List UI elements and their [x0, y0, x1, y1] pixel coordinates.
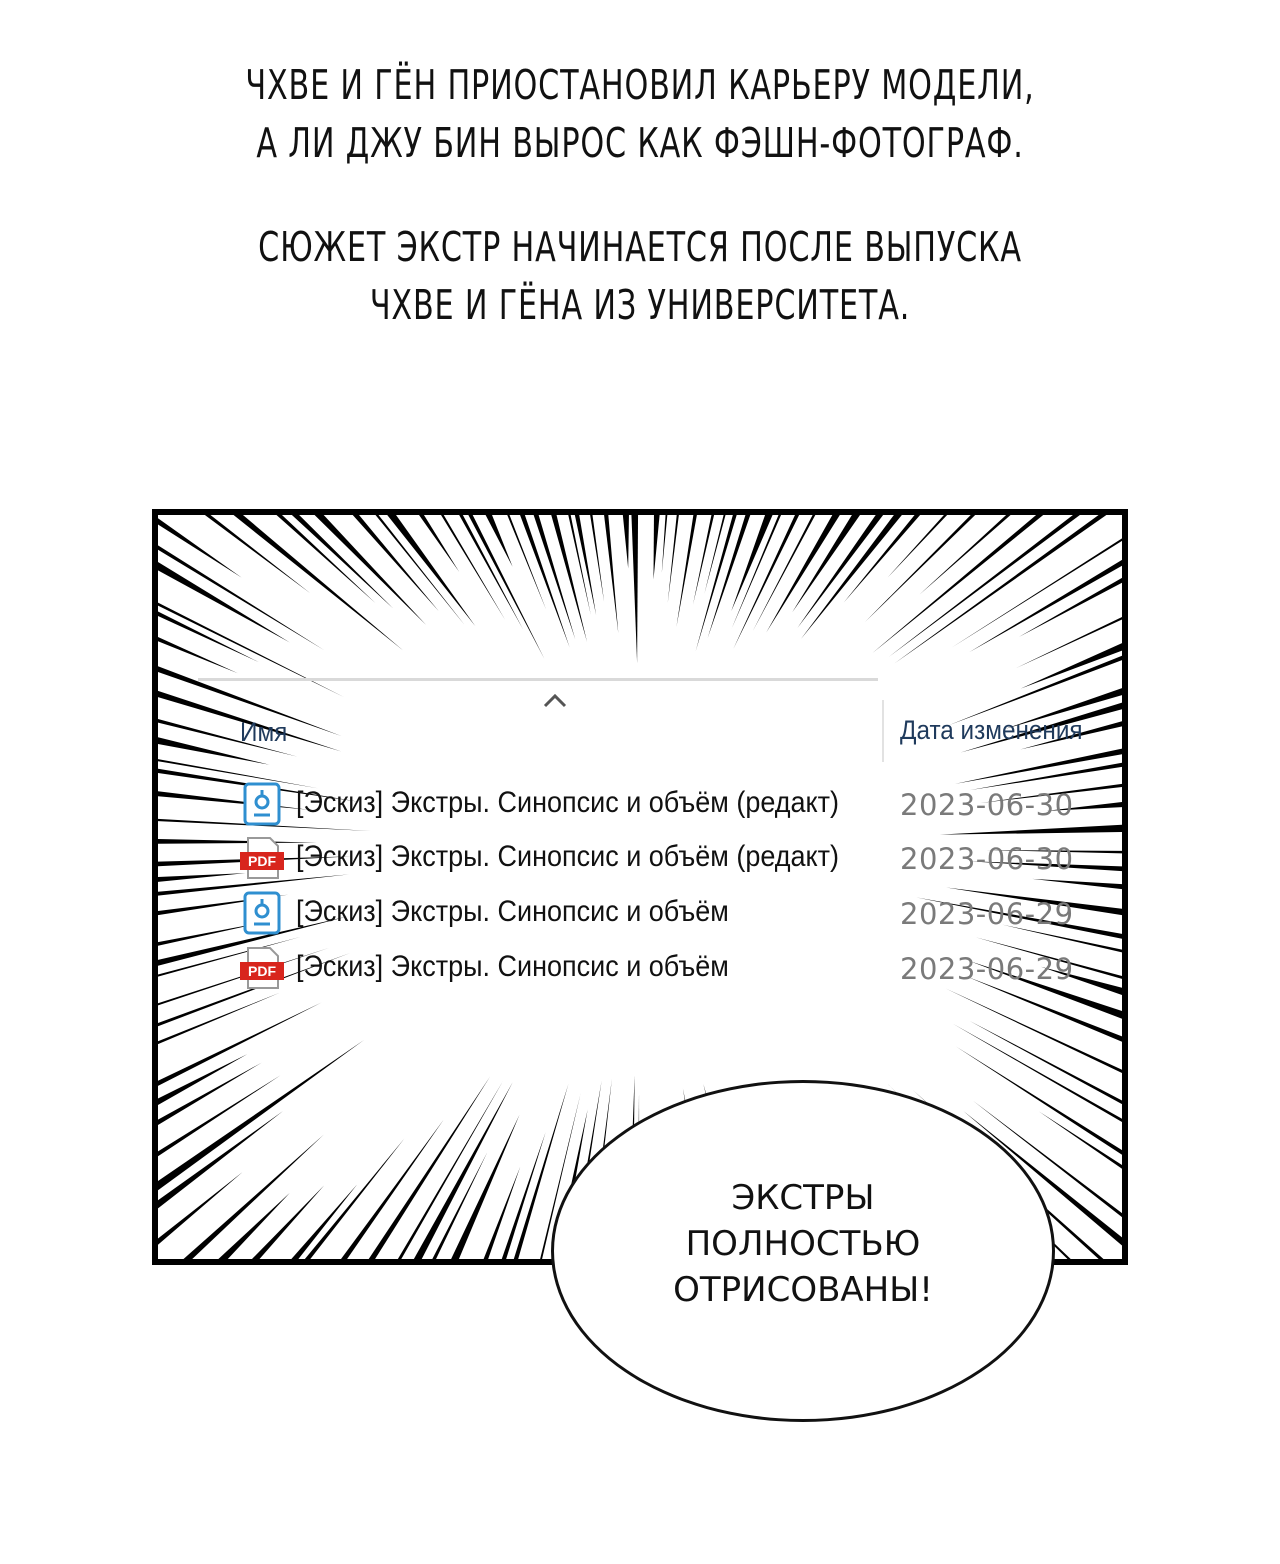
speed-line [158, 558, 290, 643]
narration-line: СЮЖЕТ ЭКСТР НАЧИНАЕТСЯ ПОСЛЕ ВЫПУСКА [258, 223, 1022, 271]
file-date: 2023-06-30 [900, 788, 1074, 822]
speed-line [158, 633, 238, 673]
speed-line [370, 515, 465, 625]
speech-line: ОТРИСОВАНЫ! [673, 1270, 933, 1310]
file-row[interactable] [240, 782, 1120, 832]
speed-line [364, 1076, 490, 1259]
speech-line: ЭКСТРЫ [731, 1178, 875, 1218]
column-separator[interactable] [882, 700, 884, 762]
speed-line [480, 1167, 520, 1259]
speed-line [158, 1075, 281, 1161]
speed-line [158, 1040, 364, 1195]
narration-line: ЧХВЕ И ГЁНА ИЗ УНИВЕРСИТЕТА. [369, 281, 911, 329]
speed-line [482, 515, 513, 567]
column-header-date-modified[interactable]: Дата изменения [900, 715, 1083, 745]
speed-line [622, 515, 629, 568]
speed-line [383, 515, 476, 626]
pdf-file-icon [240, 836, 284, 880]
file-date: 2023-06-29 [900, 897, 1074, 931]
narration-caption-1 [115, 56, 1165, 172]
chevron-up-icon[interactable] [542, 691, 568, 711]
file-date: 2023-06-30 [900, 842, 1074, 876]
speed-line [158, 598, 344, 697]
speed-line [531, 515, 576, 639]
speed-line [953, 1024, 1122, 1127]
pdf-badge-label: PDF [248, 853, 276, 869]
explorer-toolbar-divider [198, 678, 878, 681]
speed-line [732, 515, 785, 629]
narration-caption-2 [115, 218, 1165, 334]
file-row[interactable] [240, 946, 1120, 996]
speed-line [662, 515, 669, 573]
narration-line: А ЛИ ДЖУ БИН ВЫРОС КАК ФЭШН-ФОТОГРАФ. [256, 119, 1024, 167]
speed-line [696, 515, 740, 651]
speed-line [731, 515, 776, 611]
speed-line [158, 541, 324, 650]
speech-bubble-text [673, 1175, 933, 1313]
speed-line [676, 515, 698, 627]
file-name: [Эскиз] Экстры. Синопсис и объём [296, 950, 729, 983]
speed-line [668, 515, 680, 603]
speed-line [158, 515, 242, 578]
column-header-name[interactable]: Имя [240, 717, 288, 747]
speed-line [946, 989, 1122, 1077]
speed-line [286, 1184, 357, 1259]
speed-line [970, 1021, 1122, 1109]
file-row[interactable] [240, 891, 1120, 941]
speed-line [347, 515, 438, 611]
speed-line [653, 515, 660, 580]
pdf-file-icon [240, 946, 284, 990]
file-row[interactable] [240, 836, 1120, 886]
speed-line [158, 873, 246, 883]
speed-line [414, 515, 459, 572]
file-name: [Эскиз] Экстры. Синопсис и объём (редакт) [296, 786, 840, 819]
speed-line [1016, 613, 1122, 668]
speech-line: ПОЛНОСТЬЮ [685, 1224, 921, 1264]
file-name: [Эскиз] Экстры. Синопсис и объём (редакт) [296, 840, 840, 873]
speed-line [631, 515, 638, 663]
narration-line: ЧХВЕ И ГЁН ПРИОСТАНОВИЛ КАРЬЕРУ МОДЕЛИ, [245, 61, 1035, 109]
speed-line [1019, 574, 1122, 637]
speech-bubble [551, 1080, 1055, 1422]
speed-line [464, 515, 544, 658]
speed-line [801, 515, 906, 639]
speed-line [887, 515, 953, 578]
speed-line [287, 515, 394, 608]
speed-line [889, 515, 1086, 657]
speed-line [603, 515, 618, 633]
speed-line [158, 1172, 243, 1250]
file-date: 2023-06-29 [900, 952, 1074, 986]
sketch-file-icon [240, 782, 284, 826]
pdf-badge-label: PDF [248, 963, 276, 979]
speed-line [969, 555, 1122, 652]
file-name: [Эскиз] Экстры. Синопсис и объём [296, 895, 729, 928]
speed-line [158, 1111, 283, 1213]
sketch-file-icon [240, 891, 284, 935]
